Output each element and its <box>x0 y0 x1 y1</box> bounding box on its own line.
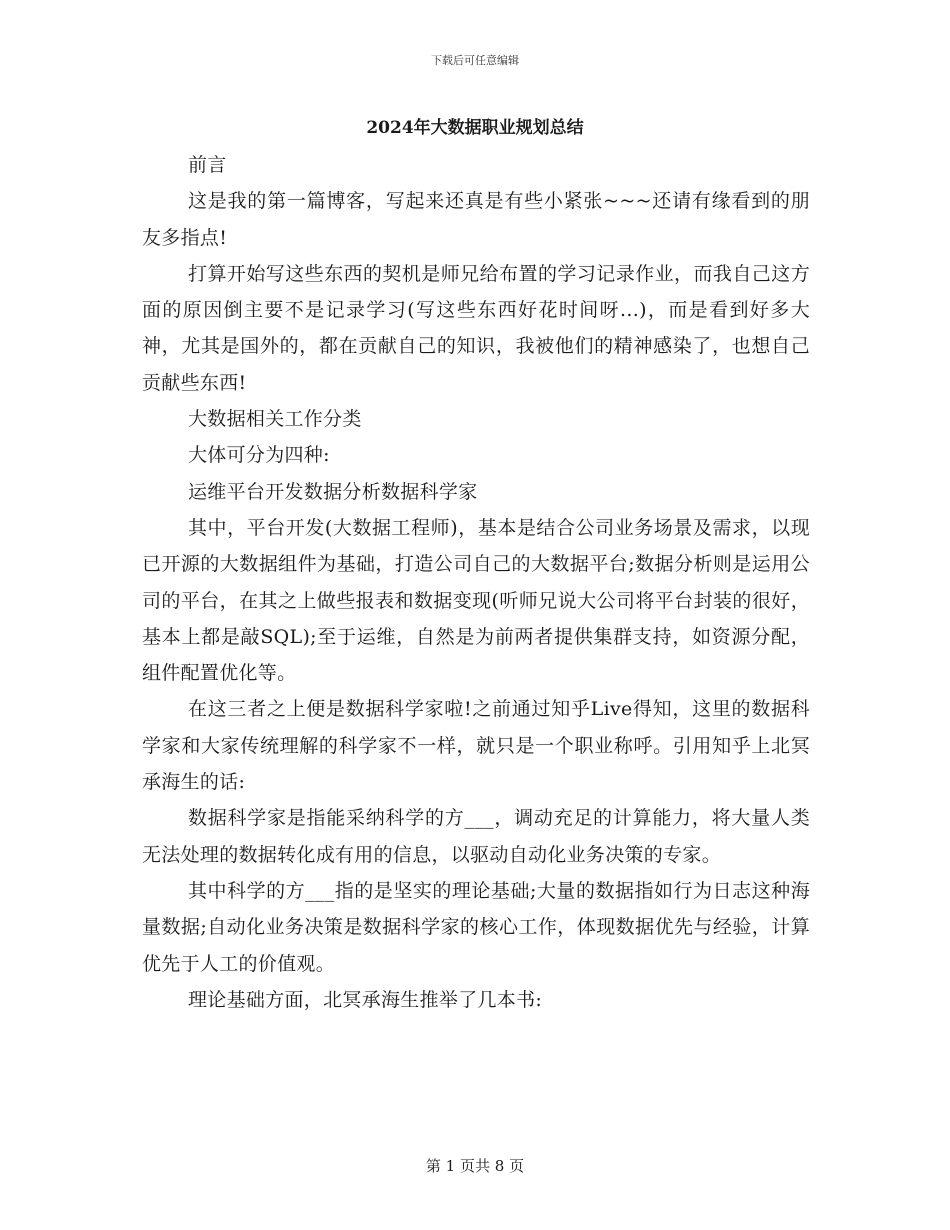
paragraph: 其中，平台开发(大数据工程师)，基本是结合公司业务场景及需求，以现已开源的大数据组件为基础，打造公司自己的大数据平台;数据分析则是运用公司的平台，在其之上做些报表和数据变现(听师兄说大公司将平台封装的很好，基本上都是敲SQL);至于运维，自然是为前两者提供集群支持，如资源分配，组件配置优化等。 <box>142 516 810 685</box>
paragraph: 理论基础方面，北冥承海生推举了几本书: <box>188 988 543 1011</box>
page-header-note: 下载后可任意编辑 <box>431 54 519 67</box>
paragraph: 这是我的第一篇博客，写起来还真是有些小紧张~~~还请有缘看到的朋友多指点! <box>142 190 810 249</box>
paragraph: 运维平台开发数据分析数据科学家 <box>188 480 478 503</box>
page-number: 第 1 页共 8 页 <box>425 1157 525 1175</box>
paragraph-section-heading: 大数据相关工作分类 <box>188 408 362 431</box>
paragraph: 大体可分为四种: <box>188 444 330 467</box>
document-body <box>142 147 810 1018</box>
paragraph: 其中科学的方___指的是坚实的理论基础;大量的数据指如行为日志这种海量数据;自动化业务决策是数据科学家的核心工作，体现数据优先与经验，计算优先于人工的价值观。 <box>142 879 810 975</box>
paragraph-preface-heading: 前言 <box>188 154 227 176</box>
paragraph: 打算开始写这些东西的契机是师兄给布置的学习记录作业，而我自己这方面的原因倒主要不是记录学习(写这些东西好花时间呀...)，而是看到好多大神，尤其是国外的，都在贡献自己的知识，我被他们的精神感染了，也想自己贡献些东西! <box>142 262 810 394</box>
paragraph-quote: 数据科学家是指能采纳科学的方___，调动充足的计算能力，将大量人类无法处理的数据转化成有用的信息，以驱动自动化业务决策的专家。 <box>142 807 810 866</box>
document-title: 2024年大数据职业规划总结 <box>366 118 584 138</box>
paragraph: 在这三者之上便是数据科学家啦!之前通过知乎Live得知，这里的数据科学家和大家传统理解的科学家不一样，就只是一个职业称呼。引用知乎上北冥承海生的话: <box>142 698 810 794</box>
